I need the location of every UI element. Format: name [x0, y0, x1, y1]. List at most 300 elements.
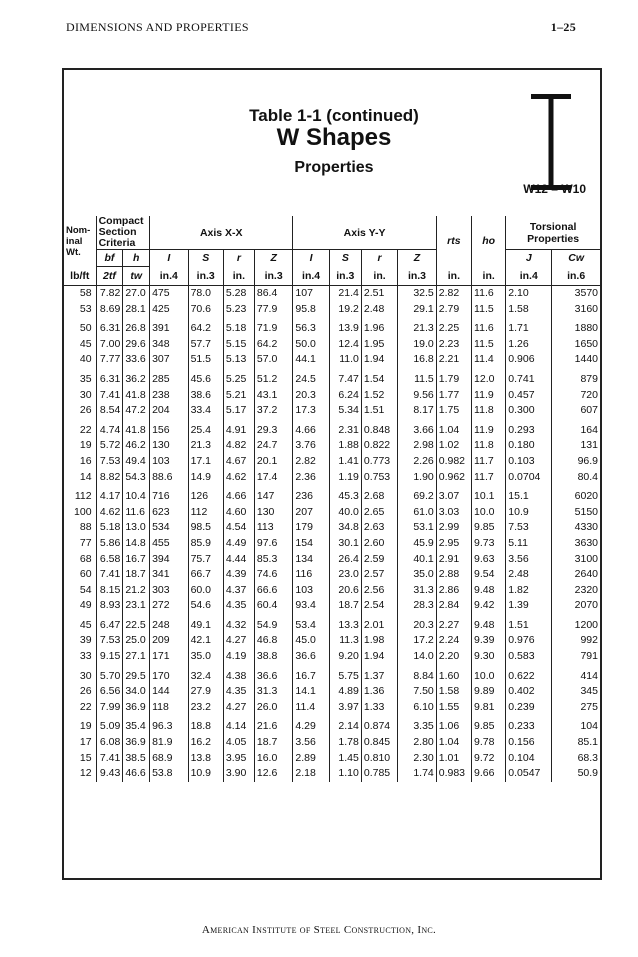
shape-range: W12 – W10	[523, 182, 586, 196]
rts-cell: 3.03	[436, 505, 471, 521]
ho-cell: 9.89	[472, 684, 506, 700]
sy-cell: 34.8	[329, 520, 361, 536]
rts-cell: 1.77	[436, 388, 471, 404]
table-row	[64, 388, 600, 404]
sy-cell: 1.19	[329, 470, 361, 486]
ry-cell: 0.874	[361, 719, 397, 735]
iy-cell: 116	[293, 567, 329, 583]
sx-cell: 25.4	[188, 423, 223, 439]
zx-cell: 16.0	[254, 751, 293, 767]
h-tw-cell: 36.9	[123, 700, 150, 716]
h-tw-cell: 46.6	[123, 766, 150, 782]
ry-cell: 0.785	[361, 766, 397, 782]
sy-cell: 40.0	[329, 505, 361, 521]
sx-cell: 18.8	[188, 719, 223, 735]
ry-cell: 2.59	[361, 552, 397, 568]
unit-2tf: 2tf	[96, 267, 123, 286]
zy-cell: 2.26	[398, 454, 437, 470]
sx-cell: 70.6	[188, 302, 223, 318]
sy-cell: 11.3	[329, 633, 361, 649]
rx-cell: 4.60	[223, 505, 254, 521]
iy-cell: 2.18	[293, 766, 329, 782]
sy-cell: 20.6	[329, 583, 361, 599]
rts-cell: 2.23	[436, 337, 471, 353]
properties-table	[64, 216, 600, 782]
rx-cell: 4.05	[223, 735, 254, 751]
bf-2tf-cell: 8.93	[96, 598, 123, 614]
iy-cell: 95.8	[293, 302, 329, 318]
zy-cell: 21.3	[398, 321, 437, 337]
nominal-weight-cell: 22	[79, 423, 92, 436]
rts-cell: 1.06	[436, 719, 471, 735]
table-row	[64, 403, 600, 419]
rx-cell: 4.38	[223, 669, 254, 685]
cw-cell: 4330	[552, 520, 600, 536]
table-row	[64, 766, 600, 782]
j-cell: 1.71	[506, 321, 552, 337]
zy-cell: 16.8	[398, 352, 437, 368]
unit-rx: in.	[223, 267, 254, 286]
h-tw-cell: 26.8	[123, 321, 150, 337]
table-row	[64, 735, 600, 751]
ho-cell: 11.8	[472, 403, 506, 419]
rts-cell: 1.79	[436, 372, 471, 388]
ix-cell: 623	[150, 505, 189, 521]
nominal-weight-cell: 45	[79, 618, 92, 631]
h-tw-cell: 54.3	[123, 470, 150, 486]
iy-cell: 50.0	[293, 337, 329, 353]
h-tw-cell: 22.5	[123, 618, 150, 634]
table-subtitle: Properties	[294, 159, 374, 176]
cw-cell: 3630	[552, 536, 600, 552]
sx-cell: 64.2	[188, 321, 223, 337]
zy-cell: 32.5	[398, 286, 437, 302]
axis-x-header: Axis X-X	[150, 216, 293, 250]
ry-cell: 1.37	[361, 669, 397, 685]
bf-2tf-cell: 6.47	[96, 618, 123, 634]
table-row	[64, 684, 600, 700]
table-row	[64, 536, 600, 552]
rx-cell: 4.19	[223, 649, 254, 665]
bf-2tf-cell: 9.43	[96, 766, 123, 782]
ry-symbol: r	[361, 250, 397, 267]
bf-2tf-cell: 5.86	[96, 536, 123, 552]
ho-cell: 10.0	[472, 505, 506, 521]
sx-cell: 98.5	[188, 520, 223, 536]
unit-tw: tw	[123, 267, 150, 286]
sy-cell: 26.4	[329, 552, 361, 568]
zy-cell: 1.90	[398, 470, 437, 486]
rx-cell: 4.67	[223, 454, 254, 470]
table-row	[64, 567, 600, 583]
nominal-weight-cell: 22	[79, 700, 92, 713]
sy-cell: 1.78	[329, 735, 361, 751]
iy-cell: 20.3	[293, 388, 329, 404]
cw-cell: 164	[552, 423, 600, 439]
cw-cell: 3100	[552, 552, 600, 568]
zy-cell: 29.1	[398, 302, 437, 318]
rx-cell: 4.82	[223, 438, 254, 454]
rts-cell: 2.27	[436, 618, 471, 634]
ry-cell: 1.36	[361, 684, 397, 700]
rts-cell: 1.04	[436, 735, 471, 751]
nominal-weight-cell: 100	[74, 505, 92, 518]
zx-cell: 38.8	[254, 649, 293, 665]
ho-header: ho	[472, 216, 506, 267]
bf-2tf-cell: 5.72	[96, 438, 123, 454]
unit-ho: in.	[472, 267, 506, 286]
zy-cell: 2.80	[398, 735, 437, 751]
j-cell: 1.26	[506, 337, 552, 353]
table-row	[64, 719, 600, 735]
iy-cell: 179	[293, 520, 329, 536]
sx-cell: 10.9	[188, 766, 223, 782]
rts-cell: 0.962	[436, 470, 471, 486]
rx-cell: 4.14	[223, 719, 254, 735]
zx-cell: 64.2	[254, 337, 293, 353]
cw-cell: 607	[552, 403, 600, 419]
h-tw-cell: 18.7	[123, 567, 150, 583]
h-tw-cell: 29.6	[123, 337, 150, 353]
rts-cell: 2.99	[436, 520, 471, 536]
iy-cell: 103	[293, 583, 329, 599]
rts-cell: 2.82	[436, 286, 471, 302]
rx-cell: 4.49	[223, 536, 254, 552]
table-row	[64, 520, 600, 536]
bf-2tf-cell: 7.77	[96, 352, 123, 368]
j-cell: 0.233	[506, 719, 552, 735]
zx-cell: 85.3	[254, 552, 293, 568]
rx-cell: 4.62	[223, 470, 254, 486]
rx-cell: 5.25	[223, 372, 254, 388]
ry-cell: 0.773	[361, 454, 397, 470]
rts-cell: 0.982	[436, 454, 471, 470]
rts-cell: 2.84	[436, 598, 471, 614]
zx-cell: 18.7	[254, 735, 293, 751]
sy-cell: 5.75	[329, 669, 361, 685]
iy-cell: 4.66	[293, 423, 329, 439]
j-cell: 1.58	[506, 302, 552, 318]
ix-cell: 156	[150, 423, 189, 439]
sy-cell: 2.14	[329, 719, 361, 735]
zx-cell: 46.8	[254, 633, 293, 649]
rts-cell: 1.75	[436, 403, 471, 419]
sx-cell: 85.9	[188, 536, 223, 552]
ho-cell: 12.0	[472, 372, 506, 388]
sy-cell: 19.2	[329, 302, 361, 318]
iy-cell: 93.4	[293, 598, 329, 614]
cw-cell: 3160	[552, 302, 600, 318]
wide-flange-shape-icon	[531, 94, 571, 190]
sx-cell: 51.5	[188, 352, 223, 368]
j-cell: 2.10	[506, 286, 552, 302]
bf-2tf-cell: 5.70	[96, 669, 123, 685]
zx-cell: 113	[254, 520, 293, 536]
iy-cell: 236	[293, 489, 329, 505]
zy-cell: 8.17	[398, 403, 437, 419]
nominal-weight-cell: 30	[79, 669, 92, 682]
h-tw-cell: 38.5	[123, 751, 150, 767]
unit-zx: in.3	[254, 267, 293, 286]
rts-cell: 1.55	[436, 700, 471, 716]
ho-cell: 9.73	[472, 536, 506, 552]
ry-cell: 2.56	[361, 583, 397, 599]
cw-cell: 80.4	[552, 470, 600, 486]
iy-cell: 154	[293, 536, 329, 552]
sy-cell: 12.4	[329, 337, 361, 353]
cw-cell: 131	[552, 438, 600, 454]
bf-2tf-cell: 7.82	[96, 286, 123, 302]
rx-cell: 4.35	[223, 684, 254, 700]
h-tw-cell: 46.2	[123, 438, 150, 454]
table-row	[64, 633, 600, 649]
rts-cell: 2.20	[436, 649, 471, 665]
ho-cell: 11.6	[472, 286, 506, 302]
h-tw-cell: 29.5	[123, 669, 150, 685]
h-tw-cell: 35.4	[123, 719, 150, 735]
cw-cell: 96.9	[552, 454, 600, 470]
bf-2tf-cell: 7.41	[96, 388, 123, 404]
bf-2tf-cell: 7.41	[96, 751, 123, 767]
zx-cell: 17.4	[254, 470, 293, 486]
j-cell: 0.0704	[506, 470, 552, 486]
table-row	[64, 751, 600, 767]
bf-2tf-cell: 5.09	[96, 719, 123, 735]
nominal-weight-cell: 77	[79, 536, 92, 549]
sy-cell: 45.3	[329, 489, 361, 505]
nominal-weight-cell: 14	[79, 470, 92, 483]
sx-cell: 75.7	[188, 552, 223, 568]
j-cell: 0.156	[506, 735, 552, 751]
rx-symbol: r	[223, 250, 254, 267]
bf-2tf-cell: 7.99	[96, 700, 123, 716]
ho-cell: 10.1	[472, 489, 506, 505]
running-head-left: DIMENSIONS AND PROPERTIES	[66, 20, 249, 34]
cw-cell: 791	[552, 649, 600, 665]
h-tw-cell: 47.2	[123, 403, 150, 419]
ix-cell: 130	[150, 438, 189, 454]
cw-cell: 1650	[552, 337, 600, 353]
bf-2tf-cell: 6.31	[96, 321, 123, 337]
zx-cell: 29.3	[254, 423, 293, 439]
table-row	[64, 337, 600, 353]
zx-cell: 12.6	[254, 766, 293, 782]
torsional-header: Torsional Properties	[506, 216, 600, 250]
cw-cell: 1200	[552, 618, 600, 634]
unit-iy: in.4	[293, 267, 329, 286]
table-frame	[62, 68, 602, 880]
nominal-weight-cell: 16	[79, 454, 92, 467]
iy-cell: 107	[293, 286, 329, 302]
table-row	[64, 583, 600, 599]
zy-cell: 2.30	[398, 751, 437, 767]
bf-2tf-cell: 6.31	[96, 372, 123, 388]
unit-ry: in.	[361, 267, 397, 286]
bf-symbol: bf	[96, 250, 123, 267]
cw-cell: 68.3	[552, 751, 600, 767]
ix-cell: 118	[150, 700, 189, 716]
rx-cell: 5.21	[223, 388, 254, 404]
zy-cell: 14.0	[398, 649, 437, 665]
bf-2tf-cell: 4.62	[96, 505, 123, 521]
zx-cell: 77.9	[254, 302, 293, 318]
ho-cell: 11.7	[472, 470, 506, 486]
ry-cell: 0.822	[361, 438, 397, 454]
ry-cell: 1.51	[361, 403, 397, 419]
sx-cell: 45.6	[188, 372, 223, 388]
rx-cell: 5.18	[223, 321, 254, 337]
ry-cell: 2.54	[361, 598, 397, 614]
zy-cell: 35.0	[398, 567, 437, 583]
h-tw-cell: 41.8	[123, 423, 150, 439]
sx-cell: 126	[188, 489, 223, 505]
ry-cell: 2.48	[361, 302, 397, 318]
rts-cell: 2.79	[436, 302, 471, 318]
ry-cell: 2.68	[361, 489, 397, 505]
bf-2tf-cell: 8.15	[96, 583, 123, 599]
zx-cell: 43.1	[254, 388, 293, 404]
zy-cell: 69.2	[398, 489, 437, 505]
ix-cell: 171	[150, 649, 189, 665]
ix-cell: 534	[150, 520, 189, 536]
ry-cell: 2.63	[361, 520, 397, 536]
zy-cell: 19.0	[398, 337, 437, 353]
sy-cell: 30.1	[329, 536, 361, 552]
sy-cell: 3.97	[329, 700, 361, 716]
h-tw-cell: 34.0	[123, 684, 150, 700]
ho-cell: 9.72	[472, 751, 506, 767]
zx-cell: 97.6	[254, 536, 293, 552]
iy-cell: 207	[293, 505, 329, 521]
iy-cell: 3.76	[293, 438, 329, 454]
running-head	[66, 20, 576, 38]
bf-2tf-cell: 7.00	[96, 337, 123, 353]
ry-cell: 2.60	[361, 536, 397, 552]
zy-symbol: Z	[398, 250, 437, 267]
zy-cell: 40.1	[398, 552, 437, 568]
bf-2tf-cell: 6.58	[96, 552, 123, 568]
sy-cell: 1.41	[329, 454, 361, 470]
table-row	[64, 352, 600, 368]
iy-cell: 53.4	[293, 618, 329, 634]
h-tw-cell: 16.7	[123, 552, 150, 568]
j-cell: 0.239	[506, 700, 552, 716]
cw-cell: 992	[552, 633, 600, 649]
ix-cell: 238	[150, 388, 189, 404]
iy-cell: 4.29	[293, 719, 329, 735]
ho-cell: 9.78	[472, 735, 506, 751]
bf-2tf-cell: 8.69	[96, 302, 123, 318]
j-cell: 0.583	[506, 649, 552, 665]
j-cell: 0.622	[506, 669, 552, 685]
zx-cell: 37.2	[254, 403, 293, 419]
zy-cell: 17.2	[398, 633, 437, 649]
zy-cell: 3.66	[398, 423, 437, 439]
bf-2tf-cell: 7.53	[96, 633, 123, 649]
zy-cell: 11.5	[398, 372, 437, 388]
ix-cell: 307	[150, 352, 189, 368]
rts-cell: 1.04	[436, 423, 471, 439]
rx-cell: 5.13	[223, 352, 254, 368]
sx-cell: 32.4	[188, 669, 223, 685]
nominal-weight-cell: 35	[79, 372, 92, 385]
iy-cell: 56.3	[293, 321, 329, 337]
zy-cell: 53.1	[398, 520, 437, 536]
zx-cell: 20.1	[254, 454, 293, 470]
ry-cell: 2.57	[361, 567, 397, 583]
iy-cell: 2.89	[293, 751, 329, 767]
unit-rts: in.	[436, 267, 471, 286]
rts-cell: 2.25	[436, 321, 471, 337]
h-tw-cell: 33.6	[123, 352, 150, 368]
cw-cell: 3570	[552, 286, 600, 302]
j-cell: 0.293	[506, 423, 552, 439]
rts-cell: 3.07	[436, 489, 471, 505]
nominal-weight-cell: 40	[79, 353, 92, 366]
nominal-weight-cell: 53	[79, 302, 92, 315]
sx-cell: 49.1	[188, 618, 223, 634]
ry-cell: 1.33	[361, 700, 397, 716]
table-row	[64, 321, 600, 337]
zy-cell: 6.10	[398, 700, 437, 716]
sy-symbol: S	[329, 250, 361, 267]
table-row	[64, 505, 600, 521]
rx-cell: 4.44	[223, 552, 254, 568]
rts-cell: 2.86	[436, 583, 471, 599]
compact-section-header: Compact Section Criteria	[96, 216, 149, 250]
sy-cell: 21.4	[329, 286, 361, 302]
zx-cell: 31.3	[254, 684, 293, 700]
rx-cell: 5.23	[223, 302, 254, 318]
j-cell: 10.9	[506, 505, 552, 521]
table-row	[64, 454, 600, 470]
ho-cell: 9.85	[472, 520, 506, 536]
sx-cell: 38.6	[188, 388, 223, 404]
j-cell: 0.103	[506, 454, 552, 470]
cw-cell: 85.1	[552, 735, 600, 751]
ho-cell: 9.66	[472, 766, 506, 782]
ix-cell: 209	[150, 633, 189, 649]
iy-cell: 2.36	[293, 470, 329, 486]
nominal-weight-cell: 17	[79, 736, 92, 749]
zy-cell: 1.74	[398, 766, 437, 782]
iy-cell: 16.7	[293, 669, 329, 685]
ix-cell: 475	[150, 286, 189, 302]
nominal-weight-cell: 58	[79, 287, 92, 299]
ry-cell: 1.96	[361, 321, 397, 337]
sx-cell: 21.3	[188, 438, 223, 454]
ry-cell: 2.51	[361, 286, 397, 302]
zx-cell: 130	[254, 505, 293, 521]
h-tw-cell: 21.2	[123, 583, 150, 599]
zx-cell: 54.9	[254, 618, 293, 634]
cw-cell: 345	[552, 684, 600, 700]
nominal-weight-cell: 26	[79, 404, 92, 417]
nominal-weight-cell: 33	[79, 650, 92, 663]
unit-zy: in.3	[398, 267, 437, 286]
j-cell: 0.976	[506, 633, 552, 649]
ho-cell: 9.30	[472, 649, 506, 665]
sy-cell: 13.9	[329, 321, 361, 337]
iy-cell: 45.0	[293, 633, 329, 649]
sy-cell: 9.20	[329, 649, 361, 665]
ho-cell: 10.0	[472, 669, 506, 685]
ho-cell: 11.7	[472, 454, 506, 470]
ho-cell: 9.48	[472, 618, 506, 634]
table-row	[64, 423, 600, 439]
sx-cell: 112	[188, 505, 223, 521]
j-cell: 0.906	[506, 352, 552, 368]
